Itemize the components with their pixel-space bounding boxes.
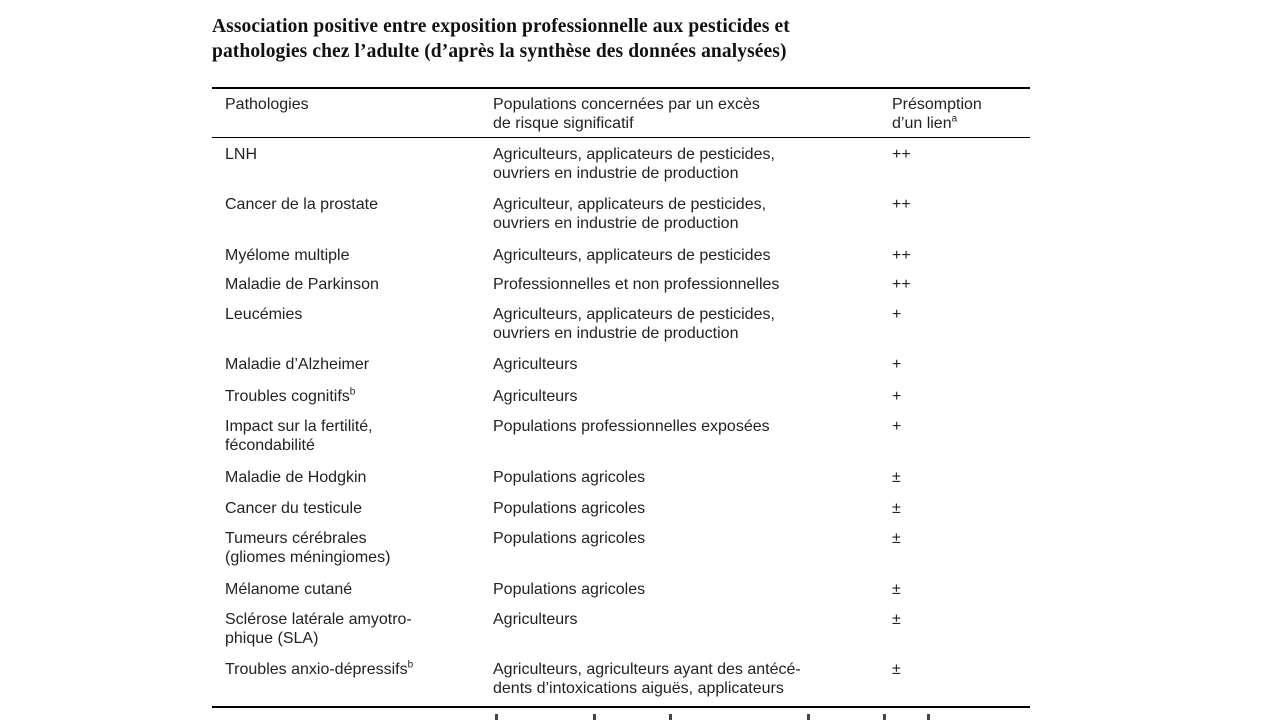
- cell-pathology: [225, 417, 485, 455]
- cell-population-line: Agriculteurs, applicateurs de pesticides,: [493, 146, 775, 163]
- cell-pathology-line: [225, 660, 485, 679]
- cell-pathology-line: [225, 629, 485, 648]
- cell-pathology-line: [225, 529, 485, 548]
- cell-pathology-line: [225, 499, 485, 518]
- cell-presumption: ++: [892, 247, 911, 264]
- cell-pathology: [225, 305, 485, 324]
- cell-population-line: Agriculteurs: [493, 388, 578, 405]
- cell-population: [493, 499, 888, 518]
- cell-presumption: +: [892, 388, 902, 405]
- cell-pathology-text: LNH: [225, 146, 258, 163]
- footnote-mark: b: [349, 386, 356, 398]
- cell-presumption: +: [892, 306, 902, 323]
- cell-presumption: ±: [892, 661, 901, 678]
- cell-pathology-text: Tumeurs cérébrales: [225, 530, 367, 547]
- cell-population-line: Professionnelles et non professionnelles: [493, 276, 780, 293]
- cell-pathology-text: Sclérose latérale amyotro-: [225, 611, 412, 628]
- cell-population-line: Agriculteurs, agriculteurs ayant des antécé-: [493, 661, 801, 678]
- cell-population-line: Agriculteurs: [493, 356, 578, 373]
- cell-population-line: Populations agricoles: [493, 500, 646, 517]
- cell-population: [493, 387, 888, 406]
- cell-pathology-text: Maladie d’Alzheimer: [225, 356, 370, 373]
- pathologies-table: [212, 87, 1030, 708]
- cell-pathology-text: phique (SLA): [225, 630, 319, 647]
- cell-pathology-text: Cancer du testicule: [225, 500, 362, 517]
- cell-pathology: [225, 275, 485, 294]
- cell-presumption: ±: [892, 469, 901, 486]
- table-title: [212, 14, 1032, 64]
- cell-pathology-line: [225, 436, 485, 455]
- table-top-rule: [212, 87, 1030, 89]
- cell-presumption: ++: [892, 196, 911, 213]
- cell-population-line: Agriculteurs, applicateurs de pesticides: [493, 247, 771, 264]
- cell-population: [493, 246, 888, 265]
- cell-population: [493, 580, 888, 599]
- cell-pathology-text: Impact sur la fertilité,: [225, 418, 373, 435]
- header-populations-line-1: Populations concernées par un excès: [493, 96, 760, 113]
- cell-pathology-line: [225, 355, 485, 374]
- cell-presumption: ±: [892, 500, 901, 517]
- header-presumption-footnote-mark: a: [951, 113, 958, 125]
- table-title-line-1: Association positive entre exposition professionnelle aux pesticides et: [212, 16, 790, 37]
- cell-pathology-line: [225, 580, 485, 599]
- cell-pathology-text: fécondabilité: [225, 437, 315, 454]
- cell-pathology-text: Troubles cognitifs: [225, 388, 350, 405]
- cell-pathology: [225, 195, 485, 214]
- cell-pathology-line: [225, 195, 485, 214]
- table-header-rule: [212, 137, 1030, 138]
- cell-population: [493, 660, 888, 698]
- cell-pathology: [225, 145, 485, 164]
- cell-pathology-text: Myélome multiple: [225, 247, 350, 264]
- cell-pathology-line: [225, 387, 485, 406]
- cell-presumption: +: [892, 356, 902, 373]
- table-title-line-2: pathologies chez l’adulte (d’après la synthèse des données analysées): [212, 41, 787, 62]
- cell-pathology: [225, 529, 485, 567]
- header-presumption: [892, 95, 1030, 133]
- cell-population-line: Populations professionnelles exposées: [493, 418, 770, 435]
- cell-presumption: ±: [892, 530, 901, 547]
- cell-pathology: [225, 246, 485, 265]
- header-presumption-line-1: Présomption: [892, 96, 982, 113]
- cell-presumption: ±: [892, 611, 901, 628]
- cell-population-line: Agriculteur, applicateurs de pesticides,: [493, 196, 767, 213]
- cell-population-line: ouvriers en industrie de production: [493, 165, 739, 182]
- cell-population-line: Populations agricoles: [493, 581, 646, 598]
- header-populations-line-2: de risque significatif: [493, 115, 634, 132]
- cell-pathology-line: [225, 610, 485, 629]
- cell-pathology-text: Troubles anxio-dépressifs: [225, 661, 408, 678]
- cell-population: [493, 305, 888, 343]
- cell-population: [493, 610, 888, 629]
- cell-pathology-line: [225, 468, 485, 487]
- table-bottom-rule: [212, 706, 1030, 708]
- cell-pathology-text: Maladie de Parkinson: [225, 276, 379, 293]
- cell-population: [493, 417, 888, 436]
- cell-population-line: Agriculteurs, applicateurs de pesticides,: [493, 306, 775, 323]
- table-header-row: [212, 95, 1030, 135]
- header-populations: [493, 95, 888, 133]
- cell-population-line: ouvriers en industrie de production: [493, 325, 739, 342]
- cell-presumption: ±: [892, 581, 901, 598]
- cell-population: [493, 145, 888, 183]
- cell-pathology-line: [225, 305, 485, 324]
- cell-presumption: ++: [892, 276, 911, 293]
- cell-pathology-text: Maladie de Hodgkin: [225, 469, 367, 486]
- cell-pathology-text: Mélanome cutané: [225, 581, 353, 598]
- cell-population-line: Populations agricoles: [493, 469, 646, 486]
- cell-pathology-line: [225, 417, 485, 436]
- cell-pathology-text: (gliomes méningiomes): [225, 549, 391, 566]
- cell-population: [493, 275, 888, 294]
- cell-population-line: dents d’intoxications aiguës, applicateurs: [493, 680, 784, 697]
- footnote-mark: b: [407, 659, 414, 671]
- cell-pathology: [225, 499, 485, 518]
- cell-population-line: ouvriers en industrie de production: [493, 215, 739, 232]
- header-presumption-text: d’un lien: [892, 115, 952, 132]
- cell-population: [493, 529, 888, 548]
- cell-pathology-text: Leucémies: [225, 306, 303, 323]
- cell-population-line: Agriculteurs: [493, 611, 578, 628]
- header-presumption-line-2: [892, 114, 1030, 133]
- cropped-footnote-fragment: [495, 711, 995, 720]
- cell-pathology-line: [225, 246, 485, 265]
- cell-presumption: +: [892, 418, 902, 435]
- cell-presumption: ++: [892, 146, 911, 163]
- cell-pathology: [225, 580, 485, 599]
- cell-population: [493, 195, 888, 233]
- cell-pathology: [225, 387, 485, 406]
- cell-pathology: [225, 610, 485, 648]
- cell-population: [493, 468, 888, 487]
- cell-pathology: [225, 660, 485, 679]
- cell-pathology-line: [225, 275, 485, 294]
- cell-pathology-line: [225, 548, 485, 567]
- cell-population: [493, 355, 888, 374]
- header-pathologies: Pathologies: [225, 96, 309, 113]
- cell-pathology: [225, 468, 485, 487]
- cell-pathology-line: [225, 145, 485, 164]
- cell-population-line: Populations agricoles: [493, 530, 646, 547]
- cell-pathology: [225, 355, 485, 374]
- cell-pathology-text: Cancer de la prostate: [225, 196, 378, 213]
